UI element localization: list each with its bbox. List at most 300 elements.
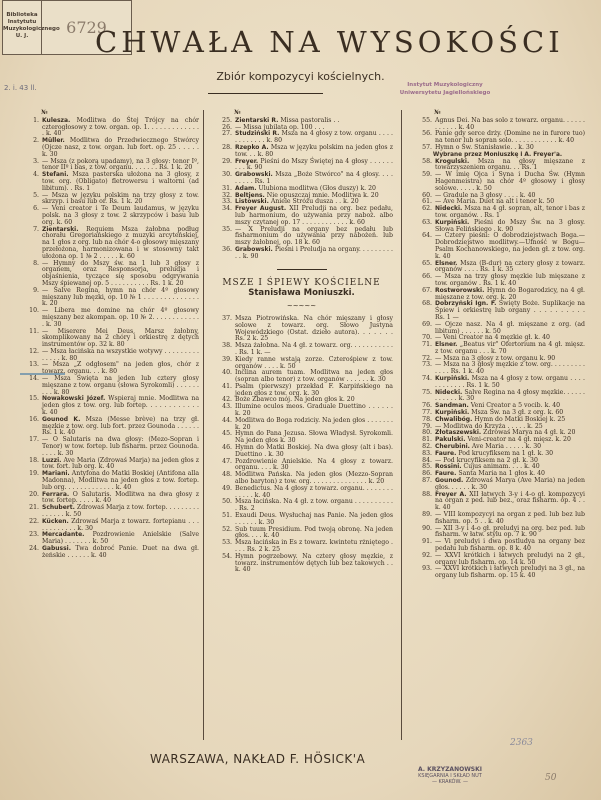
entry-body: [235, 206, 393, 226]
entry-number: 54.: [222, 552, 232, 560]
catalog-entry: [17, 505, 199, 519]
catalog-entry: [17, 437, 199, 457]
catalog-entry: [17, 159, 199, 173]
entry-composer: Adam.: [235, 184, 257, 192]
catalog-column-3: [410, 110, 585, 580]
entry-number: 34.: [222, 205, 232, 213]
catalog-entry: [410, 274, 585, 288]
entry-price: k. 30: [273, 464, 289, 472]
entry-title: — Ave Maria. Duet na alt i tenor: [435, 198, 537, 206]
entry-price: Rs. 1 k. —: [238, 348, 271, 356]
catalog-entry: [17, 329, 199, 349]
entry-number: 9.: [33, 286, 39, 294]
entry-price: k. 80: [266, 137, 283, 145]
entry-number: 53.: [222, 539, 232, 547]
publisher-footer: WARSZAWA, NAKŁAD F. HÖSICK'A: [150, 752, 366, 766]
entry-body: [42, 329, 199, 349]
entry-price: Rs. 1: [254, 177, 271, 185]
entry-price: k. 40: [435, 504, 451, 512]
entry-title: Ulubiona modlitwa (Głos duszy): [258, 184, 359, 192]
entry-body: [42, 505, 199, 519]
entry-title: Missa pastoralis . .: [280, 116, 340, 124]
catalog-entry: [410, 322, 585, 336]
entry-title: Veni-creator na 4 gł. mięsz.: [467, 436, 554, 444]
handwritten-number: 2363: [510, 738, 533, 748]
entry-body: [435, 376, 585, 390]
entry-title: Msza na 4 głosy z tow. organu . . . . . . . . . . . .: [435, 375, 585, 389]
entry-composer: Sandman.: [435, 402, 469, 410]
catalog-entry: [410, 206, 585, 220]
entry-body: [235, 472, 393, 486]
entry-title: — Msza łacińska na wszystkie wotywy . . . . . . . . . . . . . .: [42, 347, 199, 362]
entry-composer: Mariani.: [42, 470, 70, 478]
entry-body: [42, 308, 199, 328]
entry-composer: Gabussi.: [42, 545, 72, 552]
catalog-entry: [210, 554, 393, 574]
entry-number: 45.: [222, 430, 232, 438]
entry-title: Pod krucyfiksem na 1 gł.: [458, 449, 536, 457]
catalog-entry: [210, 159, 393, 173]
section-author: Stanisława Moniuszki.: [248, 288, 355, 299]
catalog-entry: [210, 131, 393, 145]
entry-price: k. 90: [497, 225, 514, 233]
entry-price: Rs. 1 k. 50: [466, 381, 500, 389]
catalog-entry: [210, 527, 393, 541]
entry-composer: Faure.: [435, 449, 457, 457]
entry-price: k. 40: [235, 566, 251, 574]
entry-composer: Chwalibóg.: [435, 415, 473, 423]
entry-price: k. 20: [235, 410, 251, 418]
entry-number: 64.: [422, 232, 432, 240]
entry-number: 87.: [422, 477, 432, 485]
entry-price: Rs. 2 k. 25: [246, 546, 281, 554]
entry-title: — Miserere Mei Deus, Marsz żałobny, skomplikowany na 2 chóry i orkiestrę z dętych instrumentów op. 32: [42, 327, 199, 349]
entry-number: 30.: [222, 171, 232, 179]
entry-body: [235, 316, 393, 343]
catalog-entry: [210, 472, 393, 486]
entry-title: — W imię Ojca i Syna i Ducha Św. (Hymn Hagenmeistra) na chór 4º głosowy i głosy solowe. . . . .: [435, 171, 585, 192]
entry-title: — Msza „Z odgłosem" na jeden głos, chór z towarz. organu. . .: [42, 361, 199, 376]
entry-body: [42, 519, 199, 533]
entry-body: [435, 526, 585, 540]
column-divider: [203, 110, 204, 740]
entry-price: k. 40: [534, 334, 550, 342]
entry-number: 77.: [422, 409, 432, 417]
entry-title: — Salve Regina, hymn na chór 4º głosowy mięszany lub męzki, op. 10 № 1 . . . . . . . . . . . . . .: [42, 286, 199, 301]
entry-number: 21.: [29, 504, 39, 512]
entry-body: [235, 357, 393, 371]
entry-number: 27.: [222, 130, 232, 138]
entry-composer: Grabowski.: [235, 245, 273, 253]
entry-title: Msza na 4 głosy z tow. organu . . . . . . . . . . . .: [235, 130, 393, 145]
entry-composer: Pakulski.: [435, 436, 466, 444]
entry-price: Rs. 1: [74, 184, 91, 192]
entry-price: k. 40: [524, 463, 540, 471]
entry-price: k. 20: [360, 184, 376, 192]
entry-number: 71.: [422, 341, 432, 349]
entry-title: Veni Creator a 5 vocib.: [470, 402, 543, 410]
entry-number: 70.: [422, 334, 432, 342]
entry-body: [42, 376, 199, 396]
catalog-column-1: [17, 110, 199, 560]
entry-body: [435, 362, 585, 376]
entry-number: 43.: [222, 403, 232, 411]
entry-composer: Nidecki.: [435, 388, 463, 396]
entry-number: 5.: [33, 191, 39, 199]
entry-body: [235, 343, 393, 357]
institute-stamp-line: Uniwersytetu Jagiellońskiego: [399, 90, 491, 96]
entry-composer: Stefani.: [42, 171, 69, 179]
entry-title: Msza Św. na 3 gł. z org.: [471, 409, 546, 417]
bookshop-stamp-line: A. KRZYZANOWSKI: [417, 766, 483, 773]
entry-number: 78.: [422, 415, 432, 423]
entry-number: 10.: [29, 307, 39, 315]
entry-body: [42, 532, 199, 546]
entry-title: Antyfona do Matki Boskiej (Antifona alla Madonna), Modlitwa na jeden głos z tow. fortep. lub org. . . . . . . . . . . . .: [42, 470, 200, 491]
catalog-entry: [210, 384, 393, 398]
entry-number: 38.: [222, 342, 232, 350]
entry-number: 22.: [29, 517, 39, 525]
entry-number: 90.: [422, 524, 432, 532]
catalog-entry: [17, 492, 199, 506]
catalog-entry: [17, 458, 199, 472]
entry-title: Illumine oculos meos. Graduale Duettino . . . . . .: [235, 403, 393, 411]
catalog-entry: [410, 492, 585, 512]
catalog-entry: [17, 193, 199, 207]
entry-title: Nie opuszczaj mnie. Modlitwa: [266, 191, 362, 199]
catalog-entry: [210, 172, 393, 186]
entry-price: k. 40: [263, 532, 280, 540]
entry-title: Inclina aurem tuam. Modlitwa na jeden głos (sopran albo tenor) z tow. organów . . . . . .: [235, 369, 393, 384]
entry-list: [210, 316, 393, 574]
entry-title: Pozdrowienie Anielskie. Na 4 głosy z towarz. organu. . . .: [235, 457, 393, 472]
entry-price: Rs. 2 k. 25: [235, 335, 269, 343]
entry-number: 31.: [222, 184, 232, 192]
entry-body: [42, 492, 199, 506]
entry-body: [42, 227, 199, 261]
entry-price: k. 30: [77, 524, 93, 532]
entry-body: [435, 206, 585, 220]
catalog-entry: [410, 526, 585, 540]
entry-price: k. 60: [304, 239, 320, 247]
entry-composer: Kücken.: [42, 517, 69, 525]
entry-price: k. 40: [95, 497, 112, 505]
entry-body: [42, 138, 199, 158]
entry-title: Exaudi Deus. Wysłuchaj nas Panie. Na jeden głos . . . . . .: [235, 512, 393, 526]
entry-title: Zdrowaś Marja z towarz. fortepianu . . . . . . . . . . . .: [42, 517, 199, 532]
entry-body: [435, 322, 585, 336]
entry-title: Msza pasterska ułożona na 3 głosy, z tow. org. (Obligato) fletrowersu i waltorni (ad libitum). .: [42, 171, 200, 192]
entry-number: 73.: [422, 361, 432, 369]
catalog-entry: [410, 512, 585, 526]
entry-number: 2.: [33, 137, 39, 145]
entry-number: 51.: [222, 512, 232, 520]
entry-composer: Elsner.: [435, 341, 458, 349]
entry-title: Benedictus. Na 4 głosy z towarz. organu. . . . . . . . . . . . .: [235, 484, 393, 499]
entry-number: 4.: [33, 171, 39, 179]
entry-price: k. 20: [555, 436, 571, 444]
entry-body: [235, 159, 393, 173]
entry-price: k. 50: [519, 558, 536, 566]
entry-composer: Studziński R.: [235, 130, 280, 138]
entry-list: [410, 159, 585, 580]
entry-title: Msza łacińska. Na 4 gł. z tow. organu . . . . . . . . . . .: [235, 498, 393, 513]
entry-number: 23.: [29, 531, 39, 539]
entry-price: k. 30: [280, 437, 296, 445]
bookshop-stamp-line: KSIĘGARNIA I SKŁAD NUT: [418, 773, 482, 779]
entry-price: k. 20: [500, 293, 517, 301]
entry-price: Rs. 1 —: [435, 313, 459, 321]
catalog-entry: [410, 131, 585, 145]
entry-price: k. 50: [65, 511, 82, 519]
entry-title: — Msza na 3 głosy z tow. organu: [435, 354, 538, 362]
entry-price: k. 80: [53, 388, 70, 396]
entry-number: 28.: [222, 143, 232, 151]
entry-price: k. 30: [518, 143, 534, 151]
entry-price: k. 30: [258, 518, 275, 526]
entry-title: „Beatus vir" Ofertorium na 4 gł. mięsz. z tow. organu . . .: [435, 341, 585, 355]
entry-title: Ave Maria . . . . .: [471, 443, 524, 451]
entry-number: 3.: [33, 157, 39, 165]
entry-number: 8.: [33, 259, 39, 267]
entry-title: Hymn do Matki Boskiej: [474, 415, 548, 423]
entry-list: [210, 118, 393, 261]
entry-number: 44.: [222, 416, 232, 424]
page-title: CHWAŁA NA WYSOKOŚCI: [95, 25, 564, 59]
entry-price: k. 40: [544, 402, 561, 410]
catalog-entry: [410, 261, 585, 275]
entry-composer: Gounod.: [435, 477, 464, 485]
catalog-entry: [17, 138, 199, 158]
entry-title: Msza (B-dur) na cztery głosy z towarz. organów . . . .: [435, 259, 585, 274]
entry-price: Rs. 1 k. 40: [450, 368, 484, 376]
entry-composer: Ferrara.: [42, 490, 70, 498]
catalog-entry: [17, 308, 199, 328]
entry-price: Rs. 1 k. 20: [150, 279, 184, 287]
handwritten-price: 50: [545, 773, 557, 783]
entry-composer: Rzepko A.: [235, 143, 269, 151]
catalog-entry: [17, 519, 199, 533]
entry-composer: Luzzi.: [42, 456, 62, 464]
entry-composer: Freyer A.: [435, 490, 467, 498]
entry-price: k. 40: [98, 463, 115, 471]
entry-body: [435, 301, 585, 321]
entry-price: k. 50: [485, 327, 501, 335]
entry-title: — Ojcze nasz. Na 4 gł. mięszane z org. (ad libitum) . . . . . .: [435, 320, 585, 335]
page-subtitle: Zbiór kompozycyi kościelnych.: [216, 70, 385, 83]
entry-number: 40.: [222, 369, 232, 377]
entry-body: [435, 566, 585, 580]
catalog-entry: [210, 445, 393, 459]
entry-title: Msza Piotrowińska. Na chór mięszany i głosy solowe z towarz. org. Słowo Justyna Wojewódzkiego (Ostat. dzieło autora). . . . . . .: [235, 314, 393, 336]
entry-body: [235, 370, 393, 384]
entry-number: 63.: [422, 218, 432, 226]
entry-title: — Missa jubilata op. 100 . . .: [235, 123, 325, 131]
entry-title: — O Salutaris na dwa głosy: (Mezo-Sopran i Tenor) w tow. fortep. lub fisharm. przez Gounoda. . . . .: [42, 436, 199, 457]
entry-price: k. 50: [92, 538, 109, 546]
entry-price: k. 40: [254, 491, 271, 499]
catalog-entry: [17, 172, 199, 192]
entry-price: k. 90: [539, 354, 556, 362]
entry-body: [235, 486, 393, 500]
entry-price: k. 60: [119, 252, 135, 260]
entry-number: 19.: [29, 470, 39, 478]
catalog-entry: [17, 288, 199, 308]
entry-number: 37.: [222, 314, 232, 322]
entry-number: 58.: [422, 157, 432, 165]
entry-price: k. 30: [370, 376, 386, 384]
entry-body: [435, 478, 585, 492]
bookshop-stamp: [395, 767, 505, 785]
catalog-column-2: [210, 110, 393, 574]
entry-price: k. 90: [246, 164, 263, 172]
entry-number: 83.: [422, 449, 432, 457]
entry-body: [435, 220, 585, 234]
catalog-entry: [17, 396, 199, 416]
entry-price: Rs. 1 k. 20: [109, 198, 143, 206]
entry-number: 13.: [29, 361, 39, 369]
entry-body: [235, 404, 393, 418]
entry-title: Cujus animam. . . .: [463, 463, 523, 471]
entry-number: 11.: [29, 327, 39, 335]
entry-title: Modlitwa do Śtej Trójcy na chór czterogłosowy z tow. organ. op. 1. . . . . . . . . . . . . .: [42, 116, 200, 138]
entry-price: k. 20: [339, 396, 355, 404]
entry-title: Zdrowaś Marja z tow. fortep. . . . . . . . . . . . . . .: [42, 504, 200, 519]
entry-price: k. 30: [45, 320, 62, 328]
selection-subheader: Wybrane przez Moniuszkę i A. Freyer'a.: [432, 151, 563, 158]
entry-number: 59.: [422, 171, 432, 179]
entry-body: [42, 206, 199, 226]
entry-composer: Beltjens.: [235, 191, 265, 199]
entry-title: Kiedy ranne wstają zorze. Czterośpiew z tow. organów . . . .: [235, 355, 393, 370]
handwritten-note: 2. i. 43 ll.: [4, 84, 37, 92]
entry-body: [435, 342, 585, 356]
entry-number: 49.: [222, 484, 232, 492]
entry-title: XII łatwych 3-y i 4-o gł. kompozycyi na organ z ped. lub bez., oraz fisharm. op. 4 . .: [435, 490, 585, 505]
entry-title: — X Preludji na organy bez pedału lub fisharmonium do używania przy nabożeń. lub mszy żałobnej, op. 18: [235, 225, 393, 247]
entry-composer: Faure.: [435, 470, 457, 478]
entry-composer: Mercadante.: [42, 531, 85, 539]
entry-body: [435, 274, 585, 288]
entry-body: [42, 193, 199, 207]
entry-body: [42, 118, 199, 138]
entry-composer: Grabowski.: [235, 171, 273, 179]
entry-body: [435, 390, 585, 404]
entry-title: Hymn do Bogarodzicy, na 4 gł. mięszane z tow. org.: [435, 286, 586, 301]
catalog-entry: [210, 459, 393, 473]
entry-composer: Zientarski R.: [235, 116, 279, 124]
catalog-entry: [210, 316, 393, 343]
entry-number: 75.: [422, 388, 432, 396]
entry-number: 16.: [29, 415, 39, 423]
entry-title: Hymn o Św. Stanisławie. .: [435, 143, 517, 151]
entry-title: Pieśni do Mszy Świętej na 4 głosy . . . . . . . . .: [235, 157, 394, 172]
entry-number: 32.: [222, 191, 232, 199]
section-ornament: ~~~~~: [286, 302, 317, 311]
entry-body: [435, 492, 585, 512]
entry-number: 26.: [222, 123, 232, 131]
entry-price: Rs. 1 k. 40: [482, 279, 517, 287]
entry-body: [235, 499, 393, 513]
catalog-entry: [210, 343, 393, 357]
catalog-entry: [210, 206, 393, 226]
entry-price: k. 40: [91, 551, 107, 559]
entry-title: Santa Maria na 1 głos: [458, 470, 528, 478]
catalog-entry: [410, 566, 585, 580]
entry-number: 12.: [29, 347, 39, 355]
entry-composer: Kulesza.: [42, 116, 71, 124]
catalog-entry: [210, 486, 393, 500]
entry-number: 56.: [422, 130, 432, 138]
entry-price: k. 30: [42, 150, 58, 158]
catalog-entry: [17, 261, 199, 288]
entry-number: 82.: [422, 443, 432, 451]
entry-price: k. 30: [268, 450, 284, 458]
catalog-entry: [410, 220, 585, 234]
entry-price: k. 20: [42, 300, 58, 308]
entry-body: [235, 431, 393, 445]
entry-price: k. 25: [527, 422, 543, 430]
entry-title: Boże Zbawco mój. Na jeden głos: [235, 396, 338, 404]
entry-composer: Dobrzyński Ign. F.: [435, 300, 497, 308]
entry-title: Święty Boże. Suplikacje na Śpiew i orkiestrę lub organy . . . . . . . . . .: [435, 300, 585, 315]
entry-title: — XXVI krótkich i łatwych preludyi na 2 gł., organy lub fisharm. op. 14: [435, 551, 585, 566]
entry-number: 6.: [33, 205, 39, 213]
entry-price: k. 20: [368, 478, 385, 486]
catalog-entry: [210, 145, 393, 159]
entry-price: k. 50: [280, 362, 296, 370]
catalog-entry: [17, 227, 199, 261]
number-header: №: [234, 109, 241, 116]
entry-title: Aniele Stróżu dusza . .: [270, 198, 342, 206]
entry-price: Rs. 1 k. 35: [480, 266, 514, 274]
entry-composer: Kurpiński.: [435, 375, 470, 383]
entry-title: Twa dobroć Panie. Duet na dwa gł. żeńskie . . . . . .: [42, 545, 199, 559]
entry-body: [235, 172, 393, 186]
entry-title: — Msza Święta na jeden lub cztery głosy mięszane z tow. organu (słowa Syrokomli) . . . . . . . . .: [42, 375, 199, 396]
entry-price: k. 80: [61, 354, 78, 362]
entry-price: k. 20: [343, 198, 359, 206]
entry-price: k. 25: [549, 415, 566, 423]
entry-title: — Veni Creator na 4 męzkie gł.: [435, 334, 533, 342]
entry-number: 18.: [29, 456, 39, 464]
entry-number: 29.: [222, 157, 232, 165]
entry-price: k. 80: [109, 341, 125, 349]
entry-price: Rs. 1 k. 20: [159, 164, 193, 172]
entry-body: [235, 513, 393, 527]
catalog-entry: [210, 418, 393, 432]
column-divider: [401, 110, 402, 740]
entry-title: — Msza na trzy głosy męzkie lub mięszane z tow. organów .: [435, 273, 585, 287]
entry-title: — Modlitwa do Krzyża . . . . .: [435, 422, 526, 430]
entry-body: [435, 539, 585, 553]
entry-composer: Gounod K.: [42, 415, 81, 423]
catalog-entry: [410, 301, 585, 321]
entry-title: Zdrowaś Marya (Ave Maria) na jeden głos. . . . . .: [435, 477, 585, 491]
entry-title: — VIII kompozycyi na organ z ped. lub bez lub fisharm. op. 5 . .: [435, 511, 585, 525]
entry-price: k. 60: [56, 218, 73, 226]
entry-price: k. 30: [303, 389, 320, 397]
entry-price: k. 40: [515, 545, 531, 552]
entry-price: k. 90: [242, 252, 259, 260]
entry-number: 68.: [422, 300, 432, 308]
entry-price: Rs. 1 k. 40: [42, 429, 76, 437]
entry-body: [235, 540, 393, 554]
catalog-entry: [17, 376, 199, 396]
catalog-entry: [410, 390, 585, 404]
entry-number: 7.: [33, 225, 39, 233]
entry-body: [42, 261, 199, 288]
